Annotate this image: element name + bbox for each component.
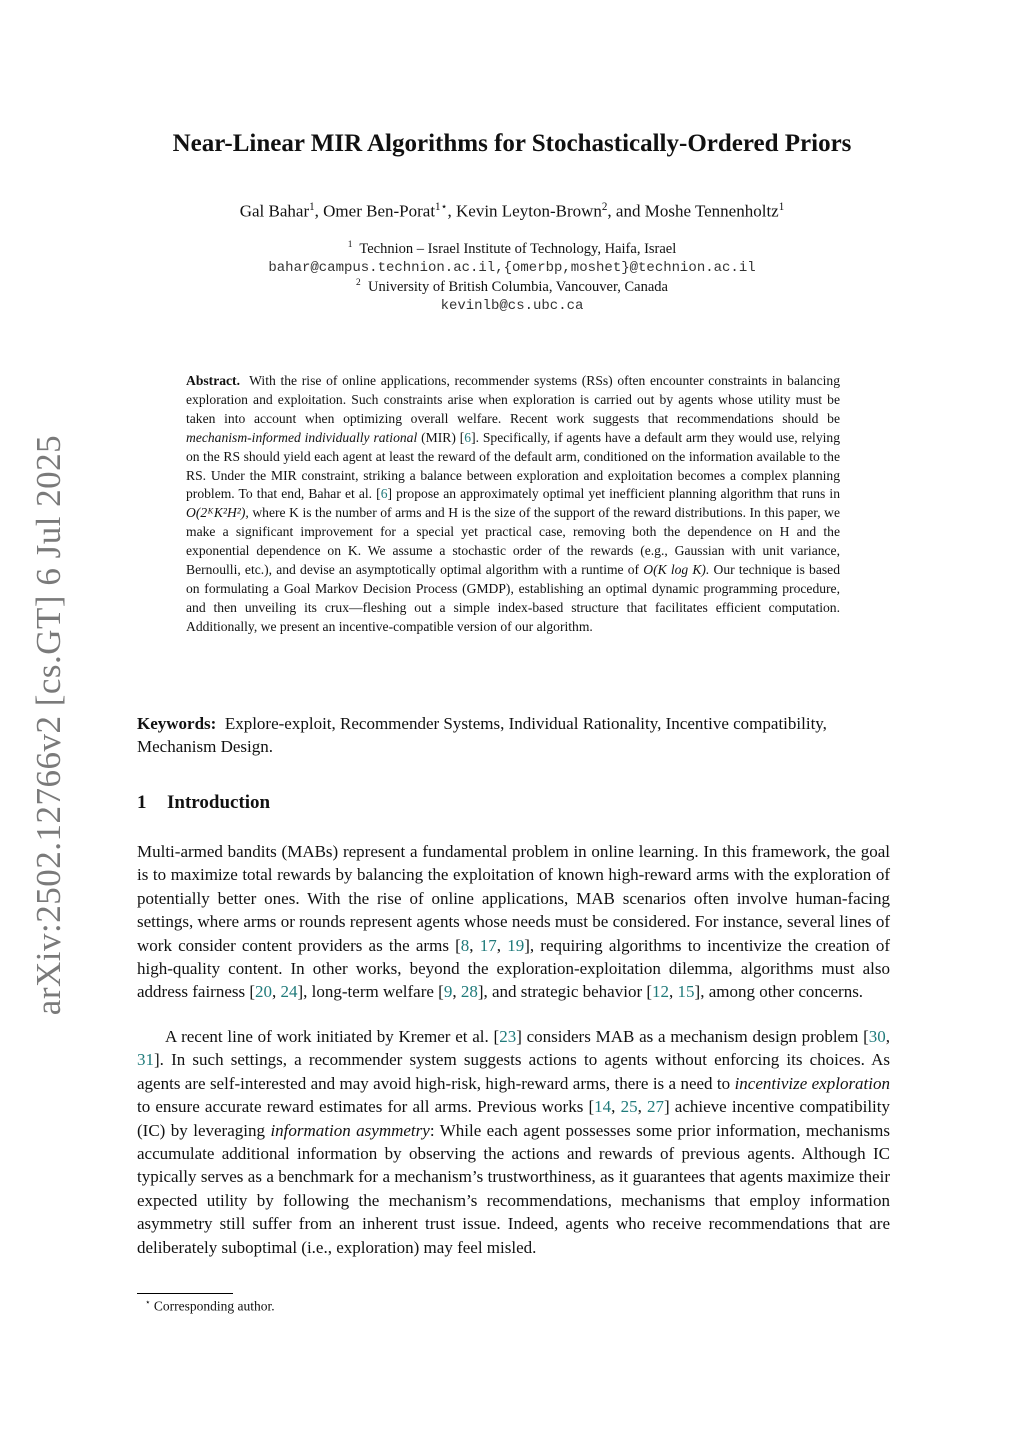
paragraph-text: ], requiring algorithms to incentivize the creation of high-quality content. In other works, beyond the exploration-exploitation dilemma, algorithms must also address fairness [ [137,935,890,1002]
paragraph-text: Multi-armed bandits (MABs) represent a fundamental problem in online learning. In this framework, the goal is to maximize total rewards by balancing the exploitation of known high-reward arms with the exploration of potentially better ones. With the rise of online applications, MAB scenarios often involve human-facing settings, where arms or rounds represent agents whose needs must be considered. For instance, several lines of work consider content providers as the arms [ [137,842,890,955]
keywords-label: Keywords: [137,714,217,733]
citation-link[interactable]: 9 [443,982,453,1002]
complexity-formula: O(2ᴷK²H²), [186,505,249,521]
affiliation-mark: 1 [347,240,353,250]
abstract-text: Our technique is based on formulating a Goal Markov Decision Process (GMDP), establishing an optimal dynamic programming procedure, and then unveiling its crux—fleshing out a simple index-based structure that facilitates efficient computation. Additionally, we present an incentive-compatible version of our algorithm. [186,562,840,634]
section-number: 1 [137,792,147,813]
paragraph-text: ] achieve incentive compatibility (IC) by leveraging [137,1097,891,1140]
footnote-rule [137,1293,233,1294]
intro-paragraph-2: A recent line of work initiated by Kremer et al. [23] considers MAB as a mechanism design problem [30, 31]. In such settings, a recommender system suggests actions to agents without enforcing its choices. As agents are self-interested and may avoid high-risk, high-reward arms, there is a need to incentivize exploration to ensure accurate reward estimates for all arms. Previous works [14, 25, 27] achieve incentive compatibility (IC) by leveraging information asymmetry: While each agent possesses some prior information, mechanisms accumulate additional information by observing the actions and rewards of previous agents. Although IC typically serves as a benchmark for a mechanism’s trustworthiness, as it guarantees that agents maximize their expected utility by following the mechanism’s recommendations, mechanisms that employ information asymmetry still suffer from an inherent trust issue. Indeed, agents who receive recommendations that are deliberately suboptimal (i.e., exploration) may feel misled. [137,1027,891,1257]
footnote-mark: ⋆ [145,1297,151,1307]
affiliation-text: University of British Columbia, Vancouver, Canada [367,278,668,295]
section-title: Introduction [167,792,271,813]
citation-link[interactable]: 24 [280,982,298,1002]
abstract [186,372,840,637]
citation-link[interactable]: 6 [380,486,388,502]
paragraph-text: A recent line of work initiated by Kremer et al. [ [165,1027,500,1046]
author-name: Kevin Leyton-Brown [456,201,602,221]
abstract-label: Abstract. [186,373,240,388]
author-name: Gal Bahar [239,201,310,221]
paragraph-text: ]. In such settings, a recommender system suggests actions to agents without enforcing its choices. As agents are self-interested and may avoid high-risk, high-reward arms, there is a need to [137,1050,890,1093]
footnote-text: Corresponding author. [153,1298,275,1314]
paragraph-text: : While each agent possesses some prior information, mechanisms accumulate additional information by observing the actions and rewards of previous agents. Although IC typically serves as a benchmark for a mechanism’s trustworthiness, as it guarantees that agents maximize their expected utility by following the mechanism’s recommendations, mechanisms that employ information asymmetry still suffer from an inherent trust issue. Indeed, agents who receive recommendations that are deliberately suboptimal (i.e., exploration) may feel misled. [137,1120,890,1257]
abstract-text: (MIR) [ [421,429,465,445]
intro-paragraph-1: Multi-armed bandits (MABs) represent a fundamental problem in online learning. In this framework, the goal is to maximize total rewards by balancing the exploitation of known high-reward arms with the exploration of potentially better ones. With the rise of online applications, MAB scenarios often involve human-facing settings, where arms or rounds represent agents whose needs must be considered. For instance, several lines of work consider content providers as the arms [8, 17, 19], requiring algorithms to incentivize the creation of high-quality content. In other works, beyond the exploration-exploitation dilemma, algorithms must also address fairness [20, 24], long-term welfare [9, 28], and strategic behavior [12, 15], among other concerns. [137,842,890,1002]
citation-link[interactable]: 20 [255,982,273,1002]
author-mark: 1⋆ [435,201,448,213]
affiliation-mark: 2 [356,278,361,288]
citation-link[interactable]: 23 [499,1027,517,1046]
complexity-formula: O(K log K). [643,562,710,578]
author-mark: 1 [778,201,785,213]
abstract-text: With the rise of online applications, recommender systems (RSs) often encounter constraints in balancing exploration and exploitation. Such constraints arise when exploration is carried out by agents whose utility must be taken into account when optimizing overall welfare. Recent work suggests that recommendations should be [186,373,840,426]
keywords-text: Explore-exploit, Recommender Systems, Individual Rationality, Incentive compatibility, Mechanism Design. [137,714,827,756]
citation-link[interactable]: 27 [646,1097,664,1117]
citation-link[interactable]: 6 [464,429,472,445]
author-name: Moshe Tennenholtz [644,201,779,221]
abstract-text: where K is the number of arms and H is the size of the support of the reward distributions. In this paper, we make a significant improvement for a special yet practical case, removing both the dependence on H and the exponential dependence on K. We assume a stochastic order of the rewards (e.g., Gaussian with unit variance, Bernoulli, etc.), and devise an asymptotically optimal algorithm with a runtime of [186,505,840,578]
email-line-1: bahar@campus.technion.ac.il,{omerbp,moshet}@technion.ac.il [268,260,756,276]
arxiv-sidebar-stamp [28,434,70,1016]
citation-link[interactable]: 15 [677,982,695,1002]
arxiv-id: arXiv:2502.12766v2 [cs.GT] 6 Jul 2025 [29,434,69,1016]
keywords [137,712,890,758]
mir-term: mechanism-informed individually rational [186,429,418,445]
citation-link[interactable]: 12 [652,982,670,1002]
abstract-text: ] propose an approximately optimal yet inefficient planning algorithm that runs in [387,486,840,502]
citation-link[interactable]: 8 [460,935,470,955]
citation-link[interactable]: 17 [479,935,497,955]
emphasis-text: incentivize exploration [734,1073,891,1093]
citation-link[interactable]: 28 [460,982,478,1002]
footnote [145,1297,275,1315]
abstract-text: ]. Specifically, if agents have a default arm they would use, relying on the RS should yield each agent at least the reward of the default arm, conditioned on the information available to the RS. Under the MIR constraint, striking a balance between exploration and exploitation becomes a complex planning problem. To that end, Bahar et al. [ [186,429,841,502]
citation-link[interactable]: 30 [868,1027,886,1046]
author-mark: 2 [601,201,608,213]
affiliation-1 [0,240,1024,258]
citation-link[interactable]: 14 [594,1097,612,1117]
citation-link[interactable]: 19 [507,935,525,955]
paper-title: Near-Linear MIR Algorithms for Stochastically-Ordered Priors [172,130,852,157]
citation-link[interactable]: 25 [620,1097,638,1117]
affiliation-text: Technion – Israel Institute of Technology, Haifa, Israel [359,240,677,257]
paragraph-text: ] considers MAB as a mechanism design problem [ [516,1027,869,1046]
affiliation-2 [0,278,1024,296]
paragraph-text: ], among other concerns. [694,982,864,1002]
citation-link[interactable]: 31 [137,1050,154,1070]
section-heading-introduction [137,792,270,814]
author-list: Gal Bahar$^1$, Omer Ben-Porat$^{1⋆}$, Kevin Leyton-Brown$^2$, and Moshe Tennenholtz$^1$ [239,201,785,221]
author-name: Omer Ben-Porat [323,201,436,221]
paragraph-text: to ensure accurate reward estimates for all arms. Previous works [ [137,1097,595,1117]
emphasis-text: information asymmetry [270,1120,430,1140]
author-mark: 1 [309,201,315,213]
email-line-2: kevinlb@cs.ubc.ca [440,298,584,314]
paragraph-text: ], long-term welfare [ [297,982,444,1002]
paragraph-text: ], and strategic behavior [ [477,982,653,1002]
